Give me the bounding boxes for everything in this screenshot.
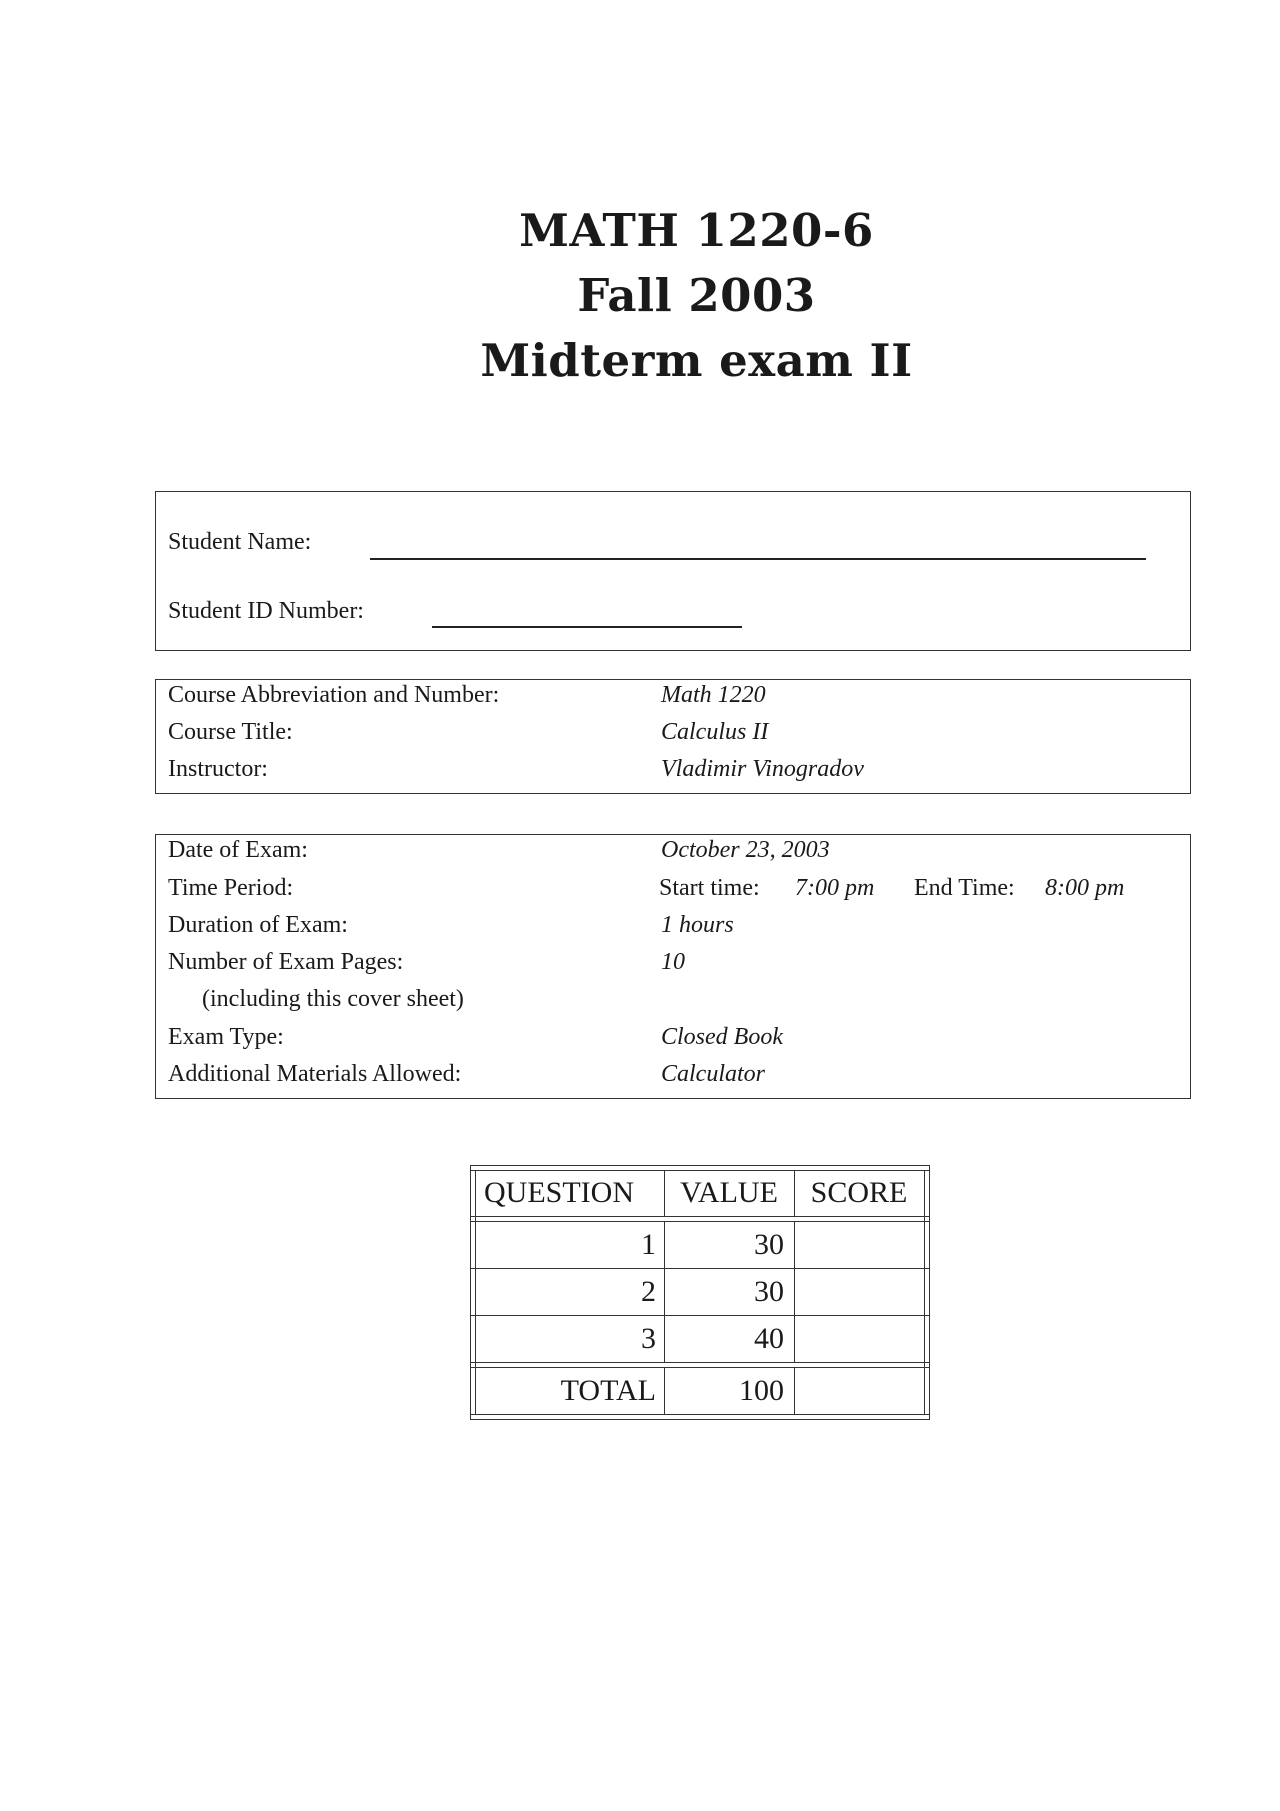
course-abbrev-label: Course Abbreviation and Number: [168,682,500,708]
course-number-title: MATH 1220-6 [519,204,874,257]
course-title-label: Course Title: [168,719,293,745]
header-score: SCORE [810,1176,908,1209]
question-score[interactable] [794,1268,924,1315]
duration-value: 1 hours [661,912,734,938]
course-abbrev-value: Math 1220 [661,682,766,708]
duration-label: Duration of Exam: [168,912,348,938]
table-row [470,1221,930,1268]
total-value: 100 [739,1373,784,1407]
term-title: Fall 2003 [577,269,816,322]
question-score[interactable] [794,1315,924,1362]
student-name-field[interactable] [370,558,1146,560]
materials-value: Calculator [661,1061,766,1087]
exam-name-title: Midterm exam II [480,334,913,387]
total-score[interactable] [794,1367,924,1414]
exam-date-value: October 23, 2003 [661,837,830,863]
question-number: 2 [641,1274,656,1308]
question-value: 30 [754,1274,784,1308]
question-number: 3 [641,1321,656,1355]
instructor-value: Vladimir Vinogradov [661,756,864,782]
exam-type-value: Closed Book [661,1024,783,1050]
score-table [470,1165,930,1420]
score-table-header [470,1170,930,1216]
end-time-value: 8:00 pm [1045,875,1125,901]
materials-label: Additional Materials Allowed: [168,1061,462,1087]
header-question: QUESTION [484,1176,634,1209]
course-title-value: Calculus II [661,719,769,745]
question-value: 40 [754,1321,784,1355]
exam-type-label: Exam Type: [168,1024,284,1050]
pages-note: (including this cover sheet) [202,986,464,1012]
total-label: TOTAL [560,1373,656,1407]
header-value: VALUE [680,1176,778,1209]
table-row [470,1268,930,1315]
question-number: 1 [641,1227,656,1261]
total-row [470,1367,930,1414]
question-value: 30 [754,1227,784,1261]
pages-value: 10 [661,949,685,975]
start-time-label: Start time: [659,875,760,901]
exam-title-block [0,198,1280,393]
table-row [470,1315,930,1362]
student-name-label: Student Name: [168,529,312,555]
pages-label: Number of Exam Pages: [168,949,404,975]
exam-date-label: Date of Exam: [168,837,308,863]
student-id-field[interactable] [432,626,742,628]
end-time-label: End Time: [914,875,1015,901]
student-id-label: Student ID Number: [168,598,364,624]
question-score[interactable] [794,1221,924,1268]
time-period-label: Time Period: [168,875,294,901]
start-time-value: 7:00 pm [795,875,875,901]
instructor-label: Instructor: [168,756,268,782]
